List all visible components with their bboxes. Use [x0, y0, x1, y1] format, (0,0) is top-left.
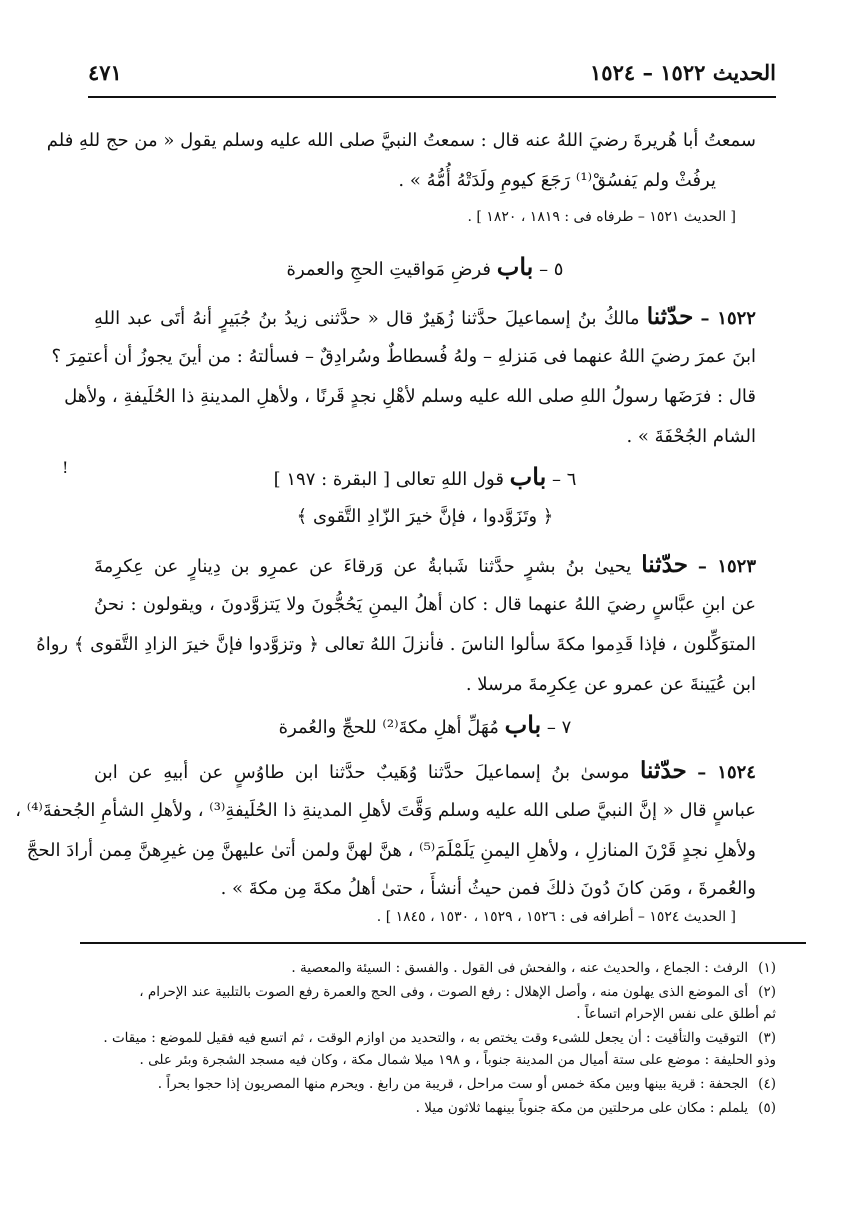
- hadith-1522-line-1: [94, 304, 756, 332]
- footnote: [60, 1028, 776, 1048]
- footnote-continuation: [60, 1050, 776, 1070]
- footnote: [60, 958, 776, 978]
- hadith-1523-line-3: المتوَكِّلون ، فإذا قَدِموا مكةَ سألوا الناسَ . فأنزلَ اللهُ تعالى ﴿ وتزوَّدوا فإنَّ خيرَ الزادِ التَّقوى ﴾ رواهُ: [36, 634, 756, 655]
- footnote: [60, 982, 776, 1002]
- bab-word: باب: [509, 462, 547, 491]
- bab-word: باب: [496, 252, 534, 281]
- chapter-number: ٧ –: [546, 717, 572, 738]
- bab-word: باب: [504, 710, 542, 739]
- hadith-text: مالكُ بنُ إسماعيلَ حدَّثنا زُهَيرٌ قال « حدَّثنى زيدُ بنُ جُبَيرٍ أنهُ أتَى عبد اللهِ: [94, 308, 640, 329]
- footnote-text: أى الموضع الذى يهلون منه ، وأصل الإهلال : رفع الصوت ، وفى الحج والعمرة رفع الصوت بالتلبية عند الإحرام ،: [139, 984, 749, 1000]
- hadith-1524-line-4: والعُمرةَ ، ومَن كانَ دُونَ ذلكَ فمن حيثُ أنشأَ ، حتىٰ أهلُ مكةَ مِن مكةَ » .: [220, 878, 756, 899]
- chapter-title: مُهَلِّ أهلِ مكةَ⁽²⁾ للحجِّ والعُمرة: [278, 717, 499, 738]
- header-rule: [88, 96, 776, 98]
- chapter-heading-7: [94, 712, 756, 741]
- chapter-number: ٦ –: [551, 469, 577, 490]
- intro-line-1: سمعتُ أبا هُريرةَ رضيَ اللهُ عنه قال : سمعتُ النبيَّ صلى الله عليه وسلم يقول « من حج للهِ فلم: [46, 130, 756, 151]
- footnote-number: (٥): [758, 1100, 776, 1116]
- footnote-text: الجحفة : قرية بينها وبين مكة خمس أو ست مراحل ، قريبة من رابغ . ويحرم منها المصريون إذا حجوا بحراً .: [157, 1076, 749, 1092]
- footnote-number: (١): [758, 960, 776, 976]
- hadith-1524-line-2: عباسٍ قال « إنَّ النبيَّ صلى الله عليه وسلم وَقَّتَ لأهلِ المدينةِ ذا الحُلَيفةِ⁽³⁾ ، ولأهلِ الشأمِ الجُحفةَ⁽⁴⁾ ،: [15, 800, 756, 821]
- footnote: [60, 1098, 776, 1118]
- hadith-number: ١٥٢٢ –: [700, 308, 756, 329]
- chapter-heading-5: [94, 254, 756, 283]
- footnote-number: (٣): [758, 1030, 776, 1046]
- intro-reference: [ الحديث ١٥٢١ – طرفاه فى : ١٨١٩ ، ١٨٢٠ ] .: [467, 209, 736, 225]
- intro-line-2: يرفُثْ ولم يَفسُقْ⁽¹⁾ رَجَعَ كيومِ ولَدَتْهُ أُمُّهُ » .: [398, 170, 716, 191]
- chapter-heading-6: [94, 464, 756, 493]
- hadith-1523-line-2: عن ابنِ عبَّاسٍ رضيَ اللهُ عنهما قال : كان أهلُ اليمنِ يَحُجُّونَ ولا يَتزوَّدونَ ، ويقولون : نحنُ: [94, 594, 756, 615]
- chapter-number: ٥ –: [539, 259, 564, 280]
- hadith-1524-line-1: [94, 758, 756, 786]
- hadith-1522-line-2: ابنَ عمرَ رضيَ اللهُ عنهما فى مَنزلهِ – ولهُ فُسطاطٌ وسُرادِقٌ – فسألتهُ : من أينَ يجوزُ أن أعتمِرَ ؟: [51, 346, 756, 367]
- hadith-number: ١٥٢٣ –: [697, 556, 756, 577]
- footnote-text: يلملم : مكان على مرحلتين من مكة جنوباً بينهما ثلاثون ميلا .: [415, 1100, 749, 1116]
- hadith-text: موسىٰ بنُ إسماعيلَ حدَّثنا وُهَيبٌ حدَّثنا ابن طاوُسٍ عن أبيهِ عن ابن: [94, 762, 630, 783]
- footnote-rule: [80, 942, 806, 944]
- quran-verse: ﴿ وتَزَوَّدوا ، فإنَّ خيرَ الزّادِ التَّقوى ﴾: [296, 506, 554, 527]
- hadith-1523-line-1: [94, 552, 756, 580]
- hadith-1522-line-3: قال : فرَضَها رسولُ اللهِ صلى الله عليه وسلم لأهْلِ نجدٍ قَرنًا ، ولأهلِ المدينةِ ذا الحُلَيفةِ ، ولأهل: [64, 386, 756, 407]
- hadith-text: يحيىٰ بنُ بشرٍ حدَّثنا شَبابةُ عن وَرقاءَ عن عمرِو بن دِينارٍ عن عِكرِمةَ: [94, 556, 632, 577]
- footnote-text: التوقيت والتأقيت : أن يجعل للشىء وقت يختص به ، والتحديد من اوازم الوقت ، ثم اتسع فيه فقيل للموضع : ميقات .: [103, 1030, 749, 1046]
- haddathana-word: حدّثنا: [646, 303, 694, 330]
- running-header: [88, 60, 776, 92]
- margin-mark: !: [62, 458, 69, 477]
- hadith-1524-line-3: ولأهلِ نجدٍ قَرْنَ المنازلِ ، ولأهلِ اليمنِ يَلَمْلَمَ⁽⁵⁾ ، هنَّ لهنَّ ولمن أتىٰ عليهنَّ مِن غيرِهنَّ مِمن أرادَ الحجَّ: [26, 840, 756, 861]
- hadith-1523-line-4: ابن عُيَينةَ عن عمرو عن عِكرِمةَ مرسلا .: [465, 674, 756, 695]
- footnote-continuation: [60, 1004, 776, 1024]
- haddathana-word: حدّثنا: [640, 757, 687, 784]
- page-number: ٤٧١: [88, 60, 122, 85]
- footnote-text: وذو الحليفة : موضع على ستة أميال من المدينة جنوباً ، و ١٩٨ ميلا شمال مكة ، وكان فيه مسجد الشجرة وبئر على .: [139, 1052, 776, 1068]
- footnote-number: (٤): [758, 1076, 776, 1092]
- chapter-title: قول اللهِ تعالى [ البقرة : ١٩٧ ]: [273, 469, 504, 490]
- haddathana-word: حدّثنا: [641, 551, 688, 578]
- footnote-number: (٢): [758, 984, 776, 1000]
- footnote: [60, 1074, 776, 1094]
- hadith-1524-reference: [ الحديث ١٥٢٤ – أطرافه فى : ١٥٢٦ ، ١٥٢٩ ، ١٥٣٠ ، ١٨٤٥ ] .: [376, 909, 736, 925]
- footnote-text: ثم أطلق على نفس الإحرام اتساعاً .: [576, 1006, 776, 1022]
- footnote-text: الرفث : الجماع ، والحديث عنه ، والفحش فى القول . والفسق : السيئة والمعصية .: [291, 960, 749, 976]
- header-title: الحديث ١٥٢٢ – ١٥٢٤: [590, 60, 776, 85]
- chapter-title: فرضِ مَواقيتِ الحجِ والعمرة: [286, 259, 491, 280]
- hadith-number: ١٥٢٤ –: [697, 762, 756, 783]
- hadith-1522-line-4: الشام الجُحْفَةَ » .: [626, 426, 756, 447]
